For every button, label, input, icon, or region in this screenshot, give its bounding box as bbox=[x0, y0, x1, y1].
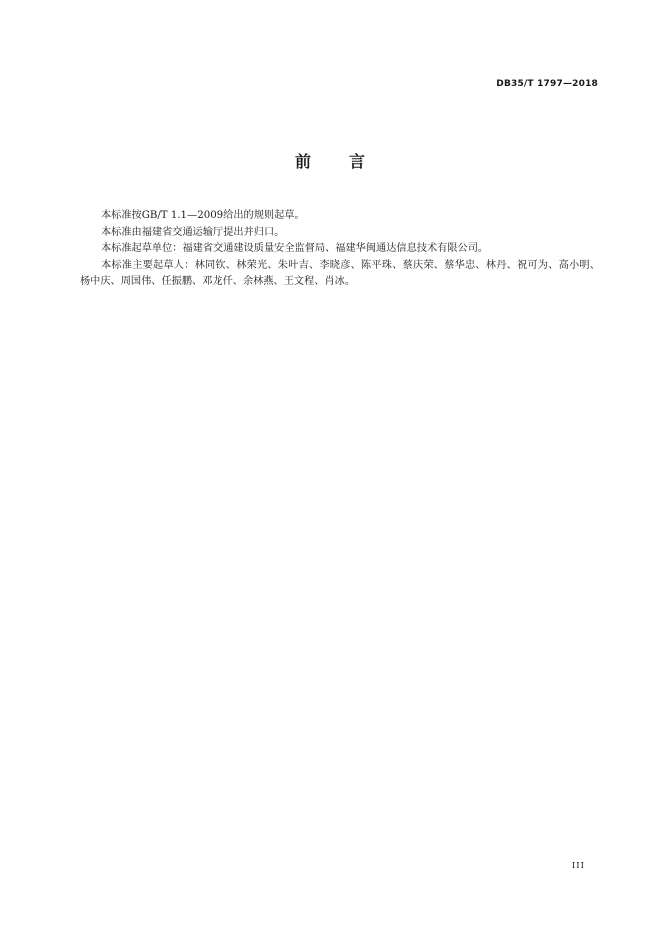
preface-body bbox=[80, 208, 600, 291]
page-number: III bbox=[571, 861, 585, 871]
document-code: DB35/T 1797—2018 bbox=[496, 79, 598, 89]
page-title-char-2: 言 bbox=[349, 152, 368, 171]
paragraph-drafting-rules: 本标准按GB/T 1.1—2009给出的规则起草。 bbox=[101, 210, 305, 221]
paragraph-proposer: 本标准由福建省交通运输厅提出并归口。 bbox=[101, 226, 285, 238]
paragraph-drafters: 本标准主要起草人：林同钦、林荣光、朱叶吉、李晓彦、陈平珠、蔡庆荣、蔡华忠、林丹、祝可为、高小明、杨中庆、周国伟、任振鹏、邓龙仟、余林燕、王文程、肖冰。 bbox=[80, 259, 600, 287]
paragraph-drafting-units: 本标准起草单位：福建省交通建设质量安全监督局、福建华闽通达信息技术有限公司。 bbox=[101, 243, 489, 254]
page-title-char-1: 前 bbox=[294, 152, 313, 171]
page-title bbox=[0, 149, 662, 172]
